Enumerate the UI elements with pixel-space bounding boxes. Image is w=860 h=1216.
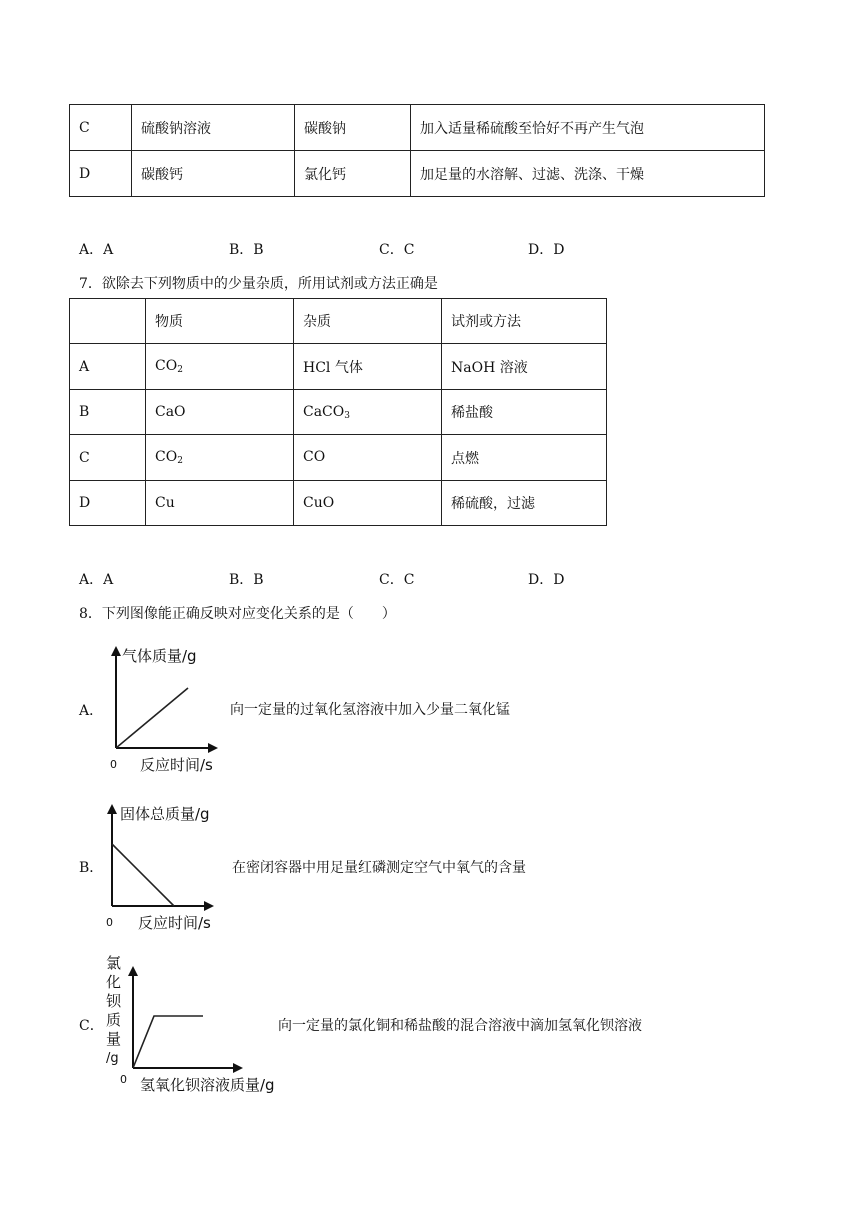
series-line (112, 844, 174, 906)
method-cell: 加足量的水溶解、过滤、洗涤、干燥 (411, 151, 765, 197)
substance-cell: $CO_2$ (146, 344, 294, 390)
series-line (133, 1016, 203, 1068)
question-7-stem: 7．欲除去下列物质中的少量杂质，所用试剂或方法正确是 (79, 276, 438, 292)
x-axis-arrow (208, 743, 218, 753)
x-axis-arrow (233, 1063, 243, 1073)
origin-label: 0 (110, 758, 117, 771)
option-c[interactable]: C．C (379, 242, 415, 258)
origin-label: 0 (106, 916, 113, 929)
series-line (116, 688, 188, 748)
table-row (70, 344, 607, 390)
y-axis-label-char: /g (106, 1051, 119, 1066)
choice-c-text: 向一定量的氯化铜和稀盐酸的混合溶液中滴加氢氧化钡溶液 (278, 1018, 642, 1034)
method-cell: NaOH 溶液 (442, 344, 607, 390)
choice-a-label[interactable]: A． (79, 703, 104, 719)
q7-table (69, 298, 607, 526)
impurity-cell: 碳酸钠 (295, 105, 411, 151)
y-axis-label-char: 氯 (106, 954, 122, 972)
method-cell: 加入适量稀硫酸至恰好不再产生气泡 (411, 105, 765, 151)
option-b[interactable]: B．B (229, 242, 264, 258)
header-cell: 物质 (146, 299, 294, 344)
choice-a-text: 向一定量的过氧化氢溶液中加入少量二氧化锰 (230, 702, 510, 718)
y-axis-label-char: 质 (106, 1011, 122, 1029)
choice-b-text: 在密闭容器中用足量红磷测定空气中氧气的含量 (232, 860, 526, 876)
chart-c-series (133, 1016, 203, 1068)
y-axis-label: 固体总质量/g (120, 805, 210, 823)
header-cell: 试剂或方法 (442, 299, 607, 344)
substance-cell: CaO (146, 390, 294, 435)
table-header-row (70, 299, 607, 344)
impurity-cell: CaCO$_3$ (294, 390, 442, 435)
row-key: B (70, 390, 146, 435)
x-axis-label: 反应时间/s (138, 914, 211, 932)
substance-cell: 碳酸钙 (132, 151, 295, 197)
table-row (70, 481, 607, 526)
y-axis-arrow (111, 646, 121, 656)
chart-a (100, 640, 230, 780)
table-row (70, 105, 765, 151)
substance-cell: Cu (146, 481, 294, 526)
origin-label: 0 (120, 1073, 127, 1086)
table-row (70, 151, 765, 197)
q6-table (69, 104, 765, 197)
y-axis-label-char: 化 (106, 973, 122, 991)
option-a[interactable]: A．A (79, 572, 114, 588)
chart-c (100, 950, 290, 1098)
impurity-cell: CuO (294, 481, 442, 526)
substance-cell: $CO_2$ (146, 435, 294, 481)
impurity-cell: 氯化钙 (295, 151, 411, 197)
row-key: D (70, 481, 146, 526)
impurity-cell: HCl 气体 (294, 344, 442, 390)
method-cell: 稀硫酸，过滤 (442, 481, 607, 526)
chart-a-series (116, 688, 188, 748)
row-key: A (70, 344, 146, 390)
choice-b-label[interactable]: B． (79, 860, 104, 876)
x-axis-label: 氢氧化钡溶液质量/g (140, 1076, 275, 1094)
impurity-cell: CO (294, 435, 442, 481)
header-cell (70, 299, 146, 344)
chart-b-series (112, 844, 174, 906)
option-c[interactable]: C．C (379, 572, 415, 588)
option-a[interactable]: A．A (79, 242, 114, 258)
option-d[interactable]: D．D (528, 572, 565, 588)
table-row (70, 435, 607, 481)
row-key: C (70, 105, 132, 151)
x-axis-label: 反应时间/s (140, 756, 213, 774)
option-b[interactable]: B．B (229, 572, 264, 588)
option-d[interactable]: D．D (528, 242, 565, 258)
header-cell: 杂质 (294, 299, 442, 344)
chart-b (100, 798, 230, 938)
substance-cell: 硫酸钠溶液 (132, 105, 295, 151)
y-axis-arrow (128, 966, 138, 976)
y-axis-label-char: 量 (106, 1030, 122, 1048)
method-cell: 点燃 (442, 435, 607, 481)
y-axis-arrow (107, 804, 117, 814)
method-cell: 稀盐酸 (442, 390, 607, 435)
question-8-stem: 8．下列图像能正确反映对应变化关系的是（ ） (79, 606, 396, 622)
row-key: C (70, 435, 146, 481)
x-axis-arrow (204, 901, 214, 911)
y-axis-label-char: 钡 (106, 992, 122, 1010)
y-axis-label: 气体质量/g (122, 647, 197, 665)
row-key: D (70, 151, 132, 197)
choice-c-label[interactable]: C． (79, 1018, 104, 1034)
table-row (70, 390, 607, 435)
